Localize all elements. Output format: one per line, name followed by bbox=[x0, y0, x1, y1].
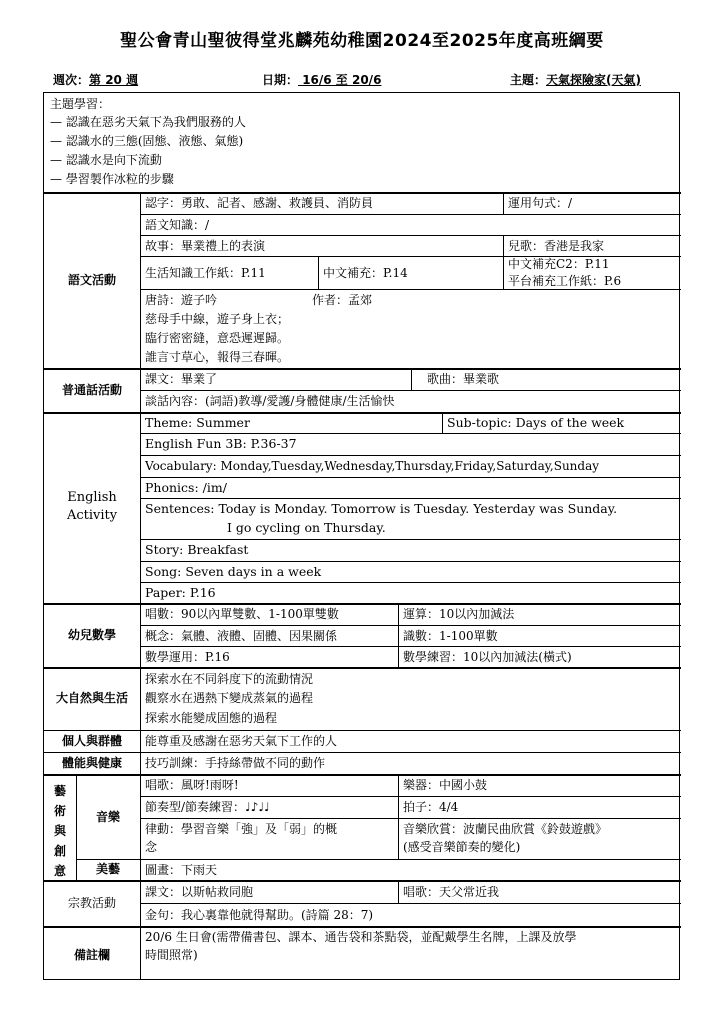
arts-label-char: 創 bbox=[53, 844, 66, 858]
page-title: 聖公會青山聖彼得堂兆麟苑幼稚園2024至2025年度高班綱要 bbox=[120, 31, 604, 51]
health-section-label: 體能與健康 bbox=[61, 756, 122, 770]
math-calculation: 運算：10以內加減法 bbox=[403, 607, 515, 621]
english-phonics: Phonics: /im/ bbox=[145, 480, 227, 495]
math-concept: 概念：氣體、液體、固體、因果關係 bbox=[145, 629, 338, 643]
english-sentences: Sentences: Today is Monday. Tomorrow is Tuesday. Yesterday was Sunday. bbox=[145, 501, 618, 516]
chinese-sentence-pattern: 運用句式：/ bbox=[508, 196, 573, 210]
religion-verse: 金句：我心裏靠他就得幫助。(詩篇 28：7) bbox=[145, 908, 374, 922]
chinese-vocab: 認字：勇敢、記者、感謝、救護員、消防員 bbox=[145, 196, 374, 210]
arts-label-char: 術 bbox=[53, 804, 66, 818]
chinese-section-label: 語文活動 bbox=[67, 273, 116, 287]
arts-label-char: 藝 bbox=[53, 784, 66, 798]
music-instrument: 樂器：中國小鼓 bbox=[403, 778, 488, 792]
curriculum-table bbox=[43, 92, 680, 980]
english-song: Song: Seven days in a week bbox=[145, 564, 322, 579]
visual-arts-label: 美藝 bbox=[95, 862, 120, 876]
english-vocabulary: Vocabulary: Monday,Tuesday,Wednesday,Thursday,Friday,Saturday,Sunday bbox=[145, 459, 600, 473]
music-beat: 拍子：4/4 bbox=[403, 800, 459, 814]
poem-line: 慈母手中線，遊子身上衣； bbox=[145, 312, 290, 326]
music-rhythm: 節奏型/節奏練習：♩♪♩♩ bbox=[145, 800, 270, 814]
music-movement: 律動：學習音樂「強」及「弱」的概 bbox=[145, 822, 338, 836]
chinese-knowledge: 語文知識：/ bbox=[145, 218, 210, 232]
putonghua-talk: 談話內容：(詞語)教導/愛護/身體健康/生活愉快 bbox=[145, 394, 395, 408]
theme-label: 主題： bbox=[510, 73, 547, 87]
theme-value: 天氣探險家(天氣) bbox=[546, 73, 641, 87]
chinese-supplement-c2: 中文補充C2：P.11 bbox=[508, 257, 610, 271]
math-counting: 唱數：90以內單雙數、1-100單雙數 bbox=[145, 607, 339, 621]
theme-learning-header: 主題學習： bbox=[50, 97, 111, 111]
putonghua-song: 歌曲：畢業歌 bbox=[427, 372, 500, 386]
date-value: 16/6 至 20/6 bbox=[298, 73, 382, 87]
english-subtopic: Sub-topic: Days of the week bbox=[447, 415, 625, 430]
math-number-recognition: 識數：1-100單數 bbox=[403, 629, 498, 643]
date-label: 日期： bbox=[262, 73, 299, 87]
visual-arts-painting: 圖畫：下雨天 bbox=[145, 863, 218, 877]
remarks-content: 20/6 生日會(需帶備書包、課本、通告袋和茶點袋，並配戴學生名牌，上課及放學 bbox=[145, 930, 577, 944]
theme-learning-item: — 認識水的三態(固態、液態、氣態) bbox=[50, 134, 244, 148]
religion-hymn: 唱歌：天父常近我 bbox=[403, 885, 500, 899]
putonghua-section-label: 普通話活動 bbox=[61, 383, 122, 397]
math-practice: 數學練習：10以內加減法(橫式) bbox=[403, 650, 572, 664]
date-field bbox=[262, 71, 381, 88]
english-fun-book: English Fun 3B: P.36-37 bbox=[145, 436, 297, 451]
theme-learning-item: — 認識在惡劣天氣下為我們服務的人 bbox=[50, 115, 246, 129]
arts-label-char: 與 bbox=[53, 824, 66, 838]
chinese-supplement: 中文補充：P.14 bbox=[323, 266, 408, 280]
personal-content: 能尊重及感謝在惡劣天氣下工作的人 bbox=[145, 734, 338, 748]
chinese-worksheet: 生活知識工作紙：P.11 bbox=[145, 266, 266, 280]
health-content: 技巧訓練：手持絲帶做不同的動作 bbox=[145, 756, 326, 770]
week-field bbox=[53, 71, 138, 88]
poem-author: 作者：孟郊 bbox=[312, 293, 373, 307]
english-section-label: English bbox=[67, 490, 117, 505]
week-label: 週次： bbox=[53, 73, 90, 87]
nature-section-label: 大自然與生活 bbox=[55, 691, 128, 705]
week-value: 第 20 週 bbox=[89, 73, 139, 87]
theme-learning-item: — 學習製作冰粒的步驟 bbox=[50, 172, 174, 186]
remarks-section-label: 備註欄 bbox=[73, 948, 110, 962]
nature-item: 探索水能變成固態的過程 bbox=[145, 711, 278, 725]
putonghua-lesson: 課文：畢業了 bbox=[145, 372, 218, 386]
chinese-rhyme: 兒歌：香港是我家 bbox=[508, 239, 605, 253]
poem-line: 臨行密密縫，意恐遲遲歸。 bbox=[145, 331, 290, 345]
religion-section-label: 宗教活動 bbox=[67, 896, 116, 910]
chinese-platform-worksheet: 平台補充工作紙：P.6 bbox=[508, 274, 622, 288]
english-section-label-2: Activity bbox=[66, 508, 118, 523]
music-appreciation-line-2: (感受音樂節奏的變化) bbox=[403, 840, 521, 854]
chinese-story: 故事：畢業禮上的表演 bbox=[145, 239, 266, 253]
nature-item: 觀察水在遇熱下變成蒸氣的過程 bbox=[145, 691, 314, 705]
english-story: Story: Breakfast bbox=[145, 542, 249, 557]
music-movement-line-2: 念 bbox=[145, 840, 158, 854]
math-application: 數學運用：P.16 bbox=[145, 650, 230, 664]
arts-label-char: 意 bbox=[53, 864, 66, 878]
english-paper: Paper: P.16 bbox=[145, 585, 216, 600]
theme-field bbox=[510, 71, 641, 88]
music-appreciation: 音樂欣賞：波蘭民曲欣賞《鈴鼓遊戲》 bbox=[403, 822, 608, 836]
nature-item: 探索水在不同斜度下的流動情況 bbox=[145, 672, 314, 686]
remarks-content-line-2: 時間照常) bbox=[145, 948, 198, 962]
music-singing: 唱歌：風呀!雨呀! bbox=[145, 778, 239, 792]
poem-title: 唐詩：遊子吟 bbox=[145, 293, 218, 307]
math-section-label: 幼兒數學 bbox=[67, 628, 116, 642]
poem-line: 誰言寸草心，報得三春暉。 bbox=[145, 350, 290, 364]
music-label: 音樂 bbox=[95, 810, 120, 824]
english-sentences-line-2: I go cycling on Thursday. bbox=[227, 520, 386, 535]
english-theme: Theme: Summer bbox=[145, 415, 250, 430]
personal-section-label: 個人與群體 bbox=[61, 734, 122, 748]
theme-learning-item: — 認識水是向下流動 bbox=[50, 153, 162, 167]
religion-lesson: 課文：以斯帖救同胞 bbox=[145, 885, 254, 899]
